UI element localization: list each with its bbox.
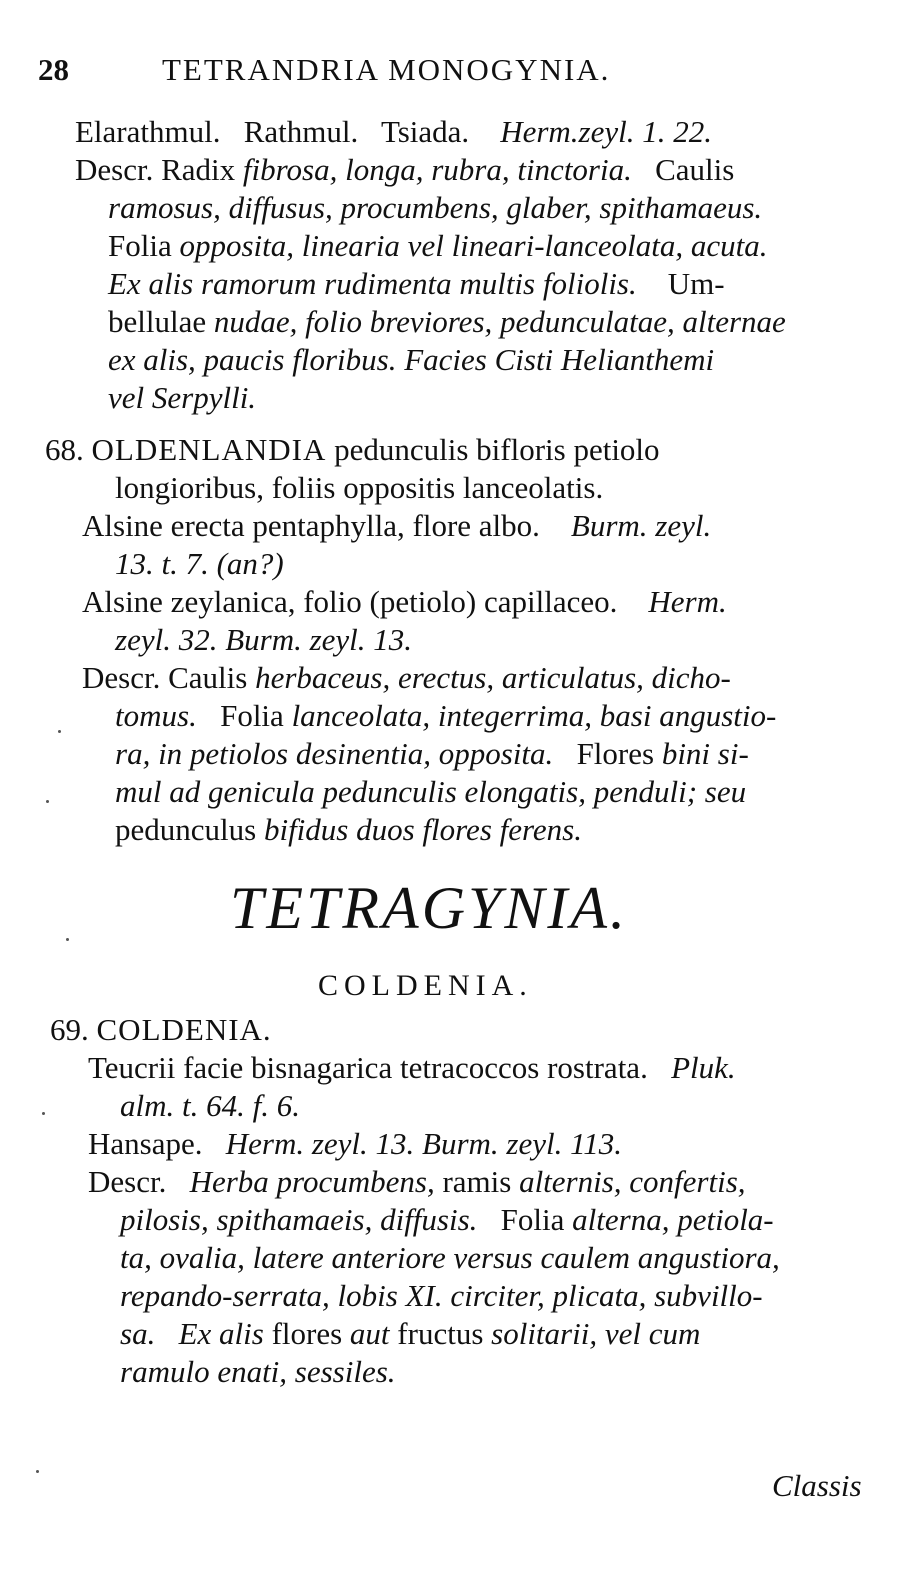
descr-italic: alternis, confertis, <box>519 1164 746 1199</box>
citation: Herm.zeyl. 1. 22. <box>500 114 712 149</box>
entry68-line-1 <box>45 432 660 468</box>
descr-italic: Ex alis ramorum rudimenta multis foliolis. <box>108 266 637 301</box>
descr-roman: pedunculus <box>115 812 257 847</box>
entry69-line-8: repando-serrata, lobis XI. circiter, plicata, subvillo- <box>120 1278 763 1313</box>
descr-italic: aut <box>349 1316 390 1351</box>
entry68-line-3 <box>82 508 711 544</box>
descr-roman: Caulis <box>655 152 735 187</box>
descr-roman: Descr. Caulis <box>82 660 248 695</box>
genus-heading: COLDENIA. <box>318 969 533 1002</box>
entry67-line-5 <box>108 266 725 302</box>
entry68-line-9 <box>115 736 749 772</box>
descr-italic: nudae, folio breviores, pedunculatae, alternae <box>213 304 786 339</box>
entry67-line-4 <box>108 228 768 264</box>
synonym: Teucrii facie bisnagarica tetracoccos rostrata. <box>88 1050 648 1085</box>
entry67-line-8: vel Serpylli. <box>108 380 257 415</box>
descr-italic: Herba procumbens, <box>189 1164 435 1199</box>
descr-italic: ra, in petiolos desinentia, opposita. <box>115 736 554 771</box>
entry68-line-4: 13. t. 7. (an?) <box>115 546 284 581</box>
running-title: TETRANDRIA MONOGYNIA. <box>162 52 611 87</box>
genus-name: COLDENIA. <box>96 1012 272 1047</box>
entry69-line-10: ramulo enati, sessiles. <box>120 1354 396 1389</box>
entry68-line-5 <box>82 584 727 620</box>
descr-label: Descr. Radix <box>75 152 236 187</box>
entry68-line-10: mul ad genicula pedunculis elongatis, penduli; seu <box>115 774 747 809</box>
descr-italic: lanceolata, integerrima, basi angustio- <box>291 698 777 733</box>
citation: Herm. zeyl. 13. Burm. zeyl. 113. <box>225 1126 623 1161</box>
scan-speck <box>66 938 69 941</box>
entry69-line-5 <box>88 1164 746 1200</box>
descr-roman: Descr. <box>88 1164 167 1199</box>
citation: Pluk. <box>671 1050 736 1085</box>
descr-roman: fructus <box>397 1316 484 1351</box>
entry69-line-4 <box>88 1126 622 1162</box>
entry68-line-8 <box>115 698 776 734</box>
entry68-line-7 <box>82 660 731 696</box>
descr-italic: opposita, linearia vel lineari-lanceolata, acuta. <box>179 228 768 263</box>
entry69-line-6 <box>120 1202 774 1238</box>
entry67-line-3: ramosus, diffusus, procumbens, glaber, spithamaeus. <box>108 190 763 225</box>
descr-italic: herbaceus, erectus, articulatus, dicho- <box>255 660 731 695</box>
diagnosis: pedunculis bifloris petiolo <box>334 432 660 467</box>
entry69-line-1 <box>50 1012 272 1048</box>
descr-italic: tomus. <box>115 698 197 733</box>
entry67-line-6 <box>108 304 786 340</box>
vernacular-name: Tsiada. <box>380 114 470 149</box>
entry69-line-9 <box>120 1316 700 1352</box>
vernacular-name: Elarathmul. <box>75 114 221 149</box>
citation: Herm. <box>648 584 727 619</box>
descr-italic: bini si- <box>661 736 749 771</box>
descr-roman: Folia <box>220 698 284 733</box>
entry68-line-6: zeyl. 32. Burm. zeyl. 13. <box>115 622 413 657</box>
descr-italic: alterna, petiola- <box>572 1202 774 1237</box>
scan-speck <box>58 730 61 733</box>
page-number: 28 <box>38 52 69 87</box>
catchword: Classis <box>772 1468 862 1503</box>
entry67-line-7: ex alis, paucis floribus. Facies Cisti Helianthemi <box>108 342 715 377</box>
entry68-line-2: longioribus, foliis oppositis lanceolatis. <box>115 470 604 505</box>
descr-italic: solitarii, <box>491 1316 598 1351</box>
entry69-line-7: ta, ovalia, latere anteriore versus caulem angustiora, <box>120 1240 780 1275</box>
descr-roman: Folia <box>500 1202 565 1237</box>
descr-italic: vel cum <box>604 1316 701 1351</box>
descr-roman: Flores <box>576 736 655 771</box>
descr-roman: Um- <box>667 266 725 301</box>
descr-italic: sa. <box>120 1316 156 1351</box>
descr-italic: Ex alis <box>178 1316 264 1351</box>
descr-italic: fibrosa, longa, rubra, tinctoria. <box>242 152 632 187</box>
entry68-line-11 <box>115 812 582 848</box>
synonym: Alsine zeylanica, folio (petiolo) capillaceo. <box>82 584 618 619</box>
entry69-line-3: alm. t. 64. f. 6. <box>120 1088 300 1123</box>
descr-roman: Folia <box>108 228 172 263</box>
genus-name: OLDENLANDIA <box>91 432 327 467</box>
descr-italic: bifidus duos flores ferens. <box>263 812 582 847</box>
descr-italic: pilosis, spithamaeis, diffusis. <box>120 1202 478 1237</box>
synonym: Alsine erecta pentaphylla, flore albo. <box>82 508 540 543</box>
section-title: TETRAGYNIA. <box>230 875 629 941</box>
citation: Burm. zeyl. <box>570 508 712 543</box>
entry-number: 69. <box>50 1012 89 1047</box>
vernacular-name: Rathmul. <box>243 114 359 149</box>
vernacular-name: Hansape. <box>88 1126 203 1161</box>
descr-roman: flores <box>271 1316 343 1351</box>
scan-speck <box>42 1112 45 1115</box>
entry69-line-2 <box>88 1050 736 1086</box>
scan-speck <box>36 1470 39 1473</box>
descr-roman: bellulae <box>108 304 207 339</box>
entry67-line-1 <box>75 114 712 150</box>
entry67-line-2 <box>75 152 734 188</box>
descr-roman: ramis <box>442 1164 512 1199</box>
scan-speck <box>46 800 49 803</box>
entry-number: 68. <box>45 432 84 467</box>
